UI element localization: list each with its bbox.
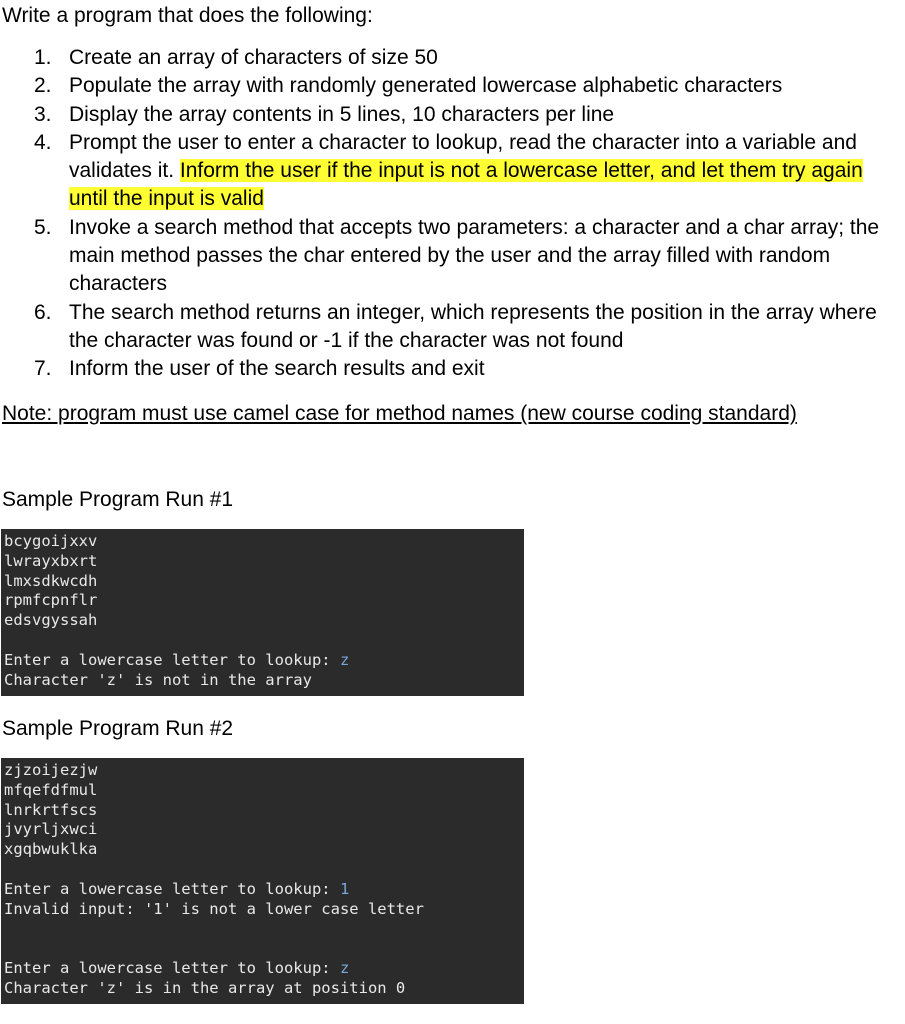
requirement-text: Populate the array with randomly generated lowercase alphabetic characters: [69, 74, 783, 98]
prompt-text: Enter a lowercase letter to lookup:: [4, 958, 340, 977]
requirement-text: Display the array contents in 5 lines, 10 characters per line: [69, 102, 615, 126]
user-input: 1: [339, 879, 350, 898]
requirement-text: Inform the user of the search results and exit: [69, 357, 485, 381]
assignment-intro: Write a program that does the following:: [2, 4, 373, 27]
highlighted-requirement-text: Inform the user if the input is not a lowercase letter, and let them try again until the input is valid: [69, 159, 863, 211]
coding-standard-note: Note: program must use camel case for method names (new course coding standard): [2, 402, 797, 425]
requirement-item: [34, 299, 889, 356]
user-input: z: [339, 650, 350, 669]
prompt-line: [4, 880, 524, 900]
requirements-list: [0, 44, 889, 384]
requirement-number: 2.: [34, 74, 52, 98]
array-line: rpmfcpnflr: [4, 591, 98, 610]
array-line: zjzoijezjw: [4, 761, 98, 779]
prompt-text: Enter a lowercase letter to lookup:: [4, 879, 340, 898]
prompt-text: Enter a lowercase letter to lookup:: [4, 650, 340, 669]
array-line: edsvgyssah: [4, 611, 98, 630]
requirement-item: [34, 72, 889, 100]
requirement-number: 6.: [34, 300, 52, 324]
requirement-item: [34, 129, 889, 214]
user-input: z: [339, 958, 350, 977]
requirement-number: 4.: [34, 130, 52, 154]
array-line: bcygoijxxv: [4, 532, 98, 550]
array-line: lnrkrtfscs: [4, 800, 98, 819]
requirement-item: [34, 355, 889, 383]
requirement-text: Create an array of characters of size 50: [69, 46, 438, 69]
sample-run-2-title: Sample Program Run #2: [2, 717, 234, 740]
sample-run-1-terminal: [1, 529, 524, 696]
error-line: Invalid input: '1' is not a lower case letter: [4, 899, 424, 918]
requirement-number: 1.: [34, 46, 52, 69]
prompt-line: [4, 959, 524, 979]
requirement-text: Invoke a search method that accepts two parameters: a character and a char array; the main method passes the char entered by the user and the array filled with random characters: [69, 215, 880, 296]
array-line: lwrayxbxrt: [4, 551, 98, 570]
array-line: jvyrljxwci: [4, 820, 98, 839]
result-line: Character 'z' is not in the array: [4, 670, 312, 689]
requirement-item: [34, 101, 889, 129]
requirement-item: [34, 214, 889, 299]
array-line: mfqefdfmul: [4, 780, 98, 799]
requirement-number: 3.: [34, 102, 52, 126]
sample-run-1-title: Sample Program Run #1: [2, 488, 234, 511]
result-line: Character 'z' is in the array at position 0: [4, 978, 406, 997]
requirement-item: [34, 44, 889, 72]
requirement-number: 5.: [34, 215, 52, 239]
requirement-text: Prompt the user to enter a character to lookup, read the character into a variable and validates it.: [69, 130, 857, 183]
prompt-line: [4, 651, 524, 671]
array-line: xgqbwuklka: [4, 840, 98, 859]
sample-run-2-terminal: [1, 758, 524, 1004]
requirement-number: 7.: [34, 357, 52, 381]
requirement-text: The search method returns an integer, which represents the position in the array where the character was found or -1 if the character was not found: [69, 300, 877, 352]
array-line: lmxsdkwcdh: [4, 571, 98, 590]
